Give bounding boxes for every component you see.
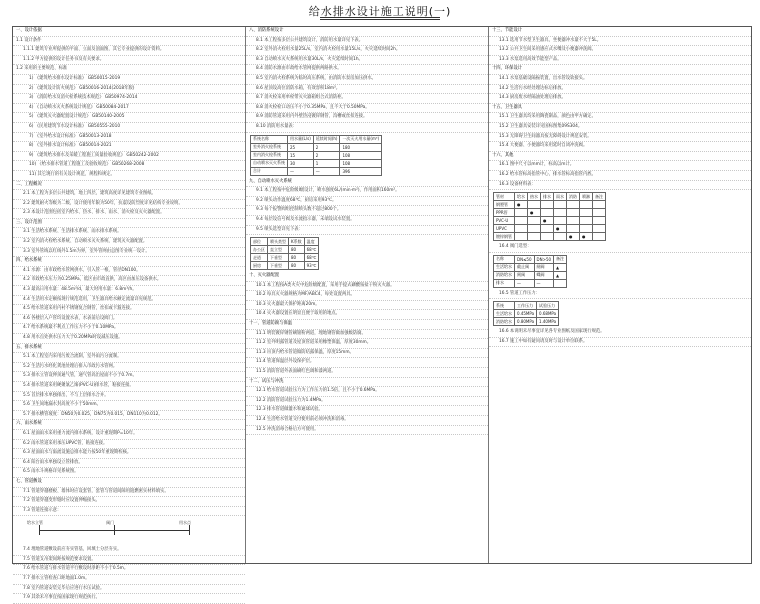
section-heading: 六、雨水系统	[13, 420, 245, 430]
spec-line: 14.2 生活污水经处理达标后排放。	[489, 85, 751, 95]
spec-line: 9) 《建筑给水排水及采暖工程施工质量验收规范》 GB50242-2002	[13, 152, 245, 162]
table-header-cell: 喷头类型	[268, 238, 289, 246]
table-cell: 1	[313, 159, 340, 167]
section-heading: 十六、其他	[489, 152, 751, 162]
spec-line: 5.6 卫生间地漏水封高度不小于50mm。	[13, 401, 245, 411]
spec-line: 7.1 管道穿越楼板、墙体时应设套管，套管与管道间隙用阻燃密实材料填实。	[13, 488, 245, 498]
table-header-row	[251, 135, 382, 143]
spec-line: 5) 《建筑灭火器配置设计规范》 GB50140-2005	[13, 113, 245, 123]
spec-line: 7.9 其余未尽事宜按国家现行规范执行。	[13, 594, 245, 604]
section-heading: 八、消防系统设计	[246, 27, 488, 37]
col2-lines	[246, 27, 488, 133]
col3-lines-3	[489, 290, 751, 300]
spec-line: 10.2 每具灭火器规格为MF/ABC4，每处设置两具。	[246, 291, 488, 301]
spec-line: 16.6 本说明未尽事宜详见各专业图纸及国家现行规范。	[489, 328, 751, 338]
spec-line: 7.3 管道连接示意：	[13, 507, 245, 517]
table-header-row	[494, 193, 606, 201]
spec-line: 9.3 每个报警阀组控制喷头数不超过800个。	[246, 206, 488, 216]
table-cell	[593, 233, 606, 241]
table-cell: 镀锌钢管	[494, 233, 515, 241]
section-heading: 十一、管道防腐与保温	[246, 320, 488, 330]
pipe-tick	[114, 525, 115, 535]
section-heading: 十四、环保设计	[489, 65, 751, 75]
table-cell	[541, 201, 554, 209]
table-row	[251, 246, 319, 254]
table-cell: 0.80MPa	[515, 318, 537, 326]
spec-line: 7.4 埋地管道敷设前应夯实管基，回填土分层夯实。	[13, 546, 245, 556]
spec-line: 10.1 本工程按A类火灾中危险级配置，采用手提式磷酸铵盐干粉灭火器。	[246, 282, 488, 292]
spec-line: 5.2 生活污水经化粪池处理后排入市政污水管网。	[13, 363, 245, 373]
spec-line: 15.3 无障碍卫生间器具按无障碍设计规范安装。	[489, 133, 751, 143]
spec-line: 8.7 消火栓采用单栓带灭火器箱组合式消防柜。	[246, 94, 488, 104]
table-cell: ▲	[554, 271, 567, 279]
table-cell: UPVC	[494, 225, 515, 233]
table-cell: 93℃	[304, 262, 319, 270]
spec-line: 12.5 冲洗消毒合格后方可使用。	[246, 426, 488, 436]
spec-line: 7.5 管道支吊架间距按规范要求设置。	[13, 556, 245, 566]
diagram-label: 给水立管	[27, 520, 43, 526]
table-cell: 68℃	[304, 254, 319, 262]
spec-line: 3.3 室外管线以红线外1.5m为界，室外管网由总图专业统一设计。	[13, 248, 245, 258]
table-header-row	[494, 302, 559, 310]
table-cell	[567, 201, 580, 209]
table-cell	[541, 233, 554, 241]
spec-line: 16.1 图中尺寸以mm计，标高以m计。	[489, 161, 751, 171]
spec-line: 3.2 室内消火栓给水系统、自动喷水灭火系统、建筑灭火器配置。	[13, 238, 245, 248]
table-row	[494, 233, 606, 241]
spec-line: 11) 其它现行的有关设计规范、规程和规定。	[13, 171, 245, 181]
section-heading: 七、管道敷设	[13, 478, 245, 488]
section-heading: 十、灭火器配置	[246, 272, 488, 282]
table-cell	[515, 217, 528, 225]
spec-line: 8) 《室外排水设计标准》 GB50014-2021	[13, 142, 245, 152]
spec-line: 8.5 室内消火栓系统为临时高压系统，由消防水泵房加压供水。	[246, 75, 488, 85]
spec-line: 9.1 本工程按中危险级Ⅰ级设计，喷水强度6L/(min·m²)，作用面积160m²。	[246, 187, 488, 197]
table-header-cell: 备注	[554, 255, 567, 263]
table-cell: ▲	[554, 263, 567, 271]
col3-lines-2	[489, 243, 751, 253]
table-header-cell: K系数	[289, 238, 305, 246]
table-cell: ●	[580, 233, 593, 241]
table-row	[251, 167, 382, 175]
table-cell: 室内消火栓系统	[251, 151, 288, 159]
table-cell: —	[515, 279, 535, 287]
spec-line: 13.3 水泵选用高效节能型产品。	[489, 56, 751, 66]
column-1	[13, 27, 246, 601]
pipe-connection-diagram	[19, 518, 239, 544]
spec-line: 16.3 设备材料表：	[489, 181, 751, 191]
table-row	[251, 254, 319, 262]
table-cell	[580, 217, 593, 225]
spec-line: 6.3 屋面雨水与溢流设施总排水能力按50年重现期校核。	[13, 449, 245, 459]
table-cell	[541, 209, 554, 217]
table-cell: 1.40MPa	[537, 318, 559, 326]
table-cell: 厨房	[251, 262, 268, 270]
table-cell: 0.45MPa	[515, 310, 537, 318]
table-cell: 25	[288, 143, 314, 151]
table-cell: ●	[541, 217, 554, 225]
table-cell: 室外消火栓系统	[251, 143, 288, 151]
spec-line: 11.5 消防管道外表面刷红色调和漆两道。	[246, 368, 488, 378]
table-header-cell: 消防	[567, 193, 580, 201]
table-row	[251, 151, 382, 159]
pressure-table	[493, 301, 559, 326]
section-heading: 一、设计依据	[13, 27, 245, 37]
spec-line: 1.1 设计条件	[13, 37, 245, 47]
table-cell	[528, 225, 541, 233]
spec-line: 5.7 排水横管坡度：DN50为0.025，DN75为0.015，DN110为0.012。	[13, 411, 245, 421]
table-cell: 直立型	[268, 246, 289, 254]
table-cell: 396	[340, 167, 382, 175]
pipe-tick	[39, 525, 40, 535]
table-cell: 80	[289, 254, 305, 262]
table-cell: 下垂型	[268, 262, 289, 270]
spec-line: 15.2 卫生器具安装详见国标图集09S304。	[489, 123, 751, 133]
table-header-cell: 一次灭火用水量(m³)	[340, 135, 382, 143]
table-cell	[515, 233, 528, 241]
table-header-cell: 管材	[494, 193, 515, 201]
table-cell: ●	[515, 201, 528, 209]
spec-line: 2.1 本工程为多层公共建筑，地上四层，建筑高度详见建筑专业图纸。	[13, 190, 245, 200]
section-heading: 三、设计范围	[13, 219, 245, 229]
col2-lines-2	[246, 178, 488, 236]
table-cell: 0.68MPa	[537, 310, 559, 318]
spec-line: 7.8 室内管道安装完毕后应进行水压试验。	[13, 585, 245, 595]
spec-line: 11.2 室外明露管道及屋顶管道采用橡塑保温，厚度30mm。	[246, 339, 488, 349]
spec-line: 6) 《民用建筑节水设计标准》 GB50555-2010	[13, 123, 245, 133]
table-cell: 80	[289, 246, 305, 254]
spec-line: 10.3 灭火器最大保护距离20m。	[246, 301, 488, 311]
table-cell: 走道	[251, 254, 268, 262]
spec-line: 7.6 给水管道与排水管道平行敷设时净距不小于0.5m。	[13, 565, 245, 575]
table-cell: 180	[340, 143, 382, 151]
spec-line: 4.8 用水点处供水压力大于0.20MPa时设减压设施。	[13, 334, 245, 344]
spec-line: 16.2 给水管标高指管中心，排水管标高指管内底。	[489, 171, 751, 181]
spec-line: 2) 《建筑设计防火规范》 GB50016-2014(2018年版)	[13, 85, 245, 95]
spec-line: 8.10 消防用水量表：	[246, 123, 488, 133]
spec-line: 9.2 喷头动作温度68℃，厨房采用93℃。	[246, 197, 488, 207]
table-header-row	[494, 255, 567, 263]
table-cell: —	[288, 167, 314, 175]
table-header-cell: 备注	[593, 193, 606, 201]
table-row	[251, 143, 382, 151]
spec-line: 8.4 消防水源由市政给水管网提供两路供水。	[246, 65, 488, 75]
spec-line: 12.2 消防管道试验压力为1.4MPa。	[246, 397, 488, 407]
spec-line: 6.2 雨水管道采用承压UPVC管，粘接连接。	[13, 440, 245, 450]
table-row	[494, 201, 606, 209]
spec-line: 6.5 雨水斗规格详见系统图。	[13, 468, 245, 478]
spec-line: 15.1 卫生器具均采用陶瓷制品，颜色由甲方确定。	[489, 113, 751, 123]
table-cell	[515, 209, 528, 217]
table-cell	[567, 217, 580, 225]
table-header-cell: 雨水	[554, 193, 567, 201]
table-cell: ●	[567, 233, 580, 241]
table-cell: 截止阀	[515, 263, 535, 271]
table-cell: ●	[554, 225, 567, 233]
table-header-cell: 部位	[251, 238, 268, 246]
spec-line: 4) 《自动喷水灭火系统设计规范》 GB50084-2017	[13, 104, 245, 114]
section-heading: 四、给水系统	[13, 257, 245, 267]
table-cell: —	[534, 279, 554, 287]
spec-line: 16.5 管道工作压力：	[489, 290, 751, 300]
spec-sheet	[12, 26, 752, 601]
spec-line: 13.1 选用节水型卫生器具，坐便器冲水量不大于5L。	[489, 37, 751, 47]
table-cell: 闸阀	[534, 263, 554, 271]
spec-line: 11.3 吊顶内给水管道做防结露保温，厚度15mm。	[246, 349, 488, 359]
spec-line: 7) 《室外给水设计标准》 GB50013-2018	[13, 133, 245, 143]
section-heading: 十五、卫生器具	[489, 104, 751, 114]
table-cell	[554, 279, 567, 287]
table-header-cell: 热水	[528, 193, 541, 201]
sprinkler-table	[250, 237, 319, 270]
table-cell	[515, 225, 528, 233]
table-header-row	[251, 238, 319, 246]
spec-line: 6.4 阳台雨水单独设立管排放。	[13, 459, 245, 469]
spec-line: 5.4 排水管道采用硬聚氯乙烯(PVC-U)排水管，粘接连接。	[13, 382, 245, 392]
table-header-cell: 名称	[494, 255, 515, 263]
section-heading: 五、排水系统	[13, 344, 245, 354]
spec-line: 1.1.2 甲方提供的设计任务书及有关要求。	[13, 56, 245, 66]
spec-line: 11.4 管道保温层外设保护层。	[246, 358, 488, 368]
spec-line: 4.6 各楼层入户管均设置水表，水表前后设阀门。	[13, 315, 245, 325]
table-cell	[567, 225, 580, 233]
spec-line: 4.4 生活用水定额按现行规范选用，卫生器具给水额定流量详见规范。	[13, 296, 245, 306]
spec-line: 14.1 水泵基础设隔振装置，出水管设软接头。	[489, 75, 751, 85]
spec-line: 5.3 排水立管设伸顶通气管，通气管高出屋面不小于0.7m。	[13, 372, 245, 382]
table-cell	[554, 217, 567, 225]
spec-line: 9.5 喷头选型详见下表：	[246, 226, 488, 236]
table-cell: 蝶阀	[534, 271, 554, 279]
table-cell: 2	[313, 151, 340, 159]
table-cell: 68℃	[304, 246, 319, 254]
table-row	[494, 318, 559, 326]
table-cell	[580, 201, 593, 209]
table-header-cell: 喷淋	[580, 193, 593, 201]
column-2	[246, 27, 489, 563]
column-3	[489, 27, 751, 563]
table-cell	[528, 233, 541, 241]
table-cell: 闸阀	[515, 271, 535, 279]
table-header-cell: 给水	[515, 193, 528, 201]
spec-line: 2.3 本设计范围包括室内给水、热水、排水、雨水、消火栓及灭火器配置。	[13, 209, 245, 219]
spec-line: 7.7 排水立管检查口距地面1.0m。	[13, 575, 245, 585]
spec-line: 4.7 给水系统最不利点工作压力不小于0.10MPa。	[13, 324, 245, 334]
spec-line: 16.7 施工中如有疑问请及时与设计单位联系。	[489, 338, 751, 348]
table-cell: PVC-U	[494, 217, 515, 225]
table-cell	[554, 201, 567, 209]
table-cell: 30	[288, 159, 314, 167]
spec-line: 5.1 本工程室内采用污废合流制，室外雨污分流制。	[13, 353, 245, 363]
table-header-cell: 系统名称	[251, 135, 288, 143]
table-cell: 办公区	[251, 246, 268, 254]
spec-line: 6.1 屋面雨水采用重力流内排水系统，设计重现期P=10年。	[13, 430, 245, 440]
valve-table	[493, 255, 567, 288]
table-header-cell: 排水	[541, 193, 554, 201]
spec-line: 10.4 灭火器设置在明显且便于取用的地点。	[246, 310, 488, 320]
col2-lines-3	[246, 272, 488, 435]
spec-line: 9.4 每层设信号阀及水流指示器，末端设试水装置。	[246, 216, 488, 226]
pipe-material-table	[493, 192, 606, 241]
spec-line: 2.2 建筑耐火等级为二级，设计使用年限为50年，抗震设防烈度详见结构专业说明。	[13, 200, 245, 210]
drawing-title: 给水排水设计施工说明(一)	[308, 5, 452, 18]
table-cell	[554, 209, 567, 217]
title-underline-2	[320, 19, 440, 20]
table-cell	[541, 225, 554, 233]
spec-line: 8.6 屋顶设高位消防水箱，有效容积18m³。	[246, 85, 488, 95]
spec-line: 7.2 管道穿越变形缝时应设置伸缩接头。	[13, 497, 245, 507]
table-header-cell: 延续时间(h)	[313, 135, 340, 143]
spec-line: 4.2 市政给水压力为0.25MPa，低区由市政直供，高区由加压设备供水。	[13, 276, 245, 286]
table-header-cell: 试验压力	[537, 302, 559, 310]
table-cell: 下垂型	[268, 254, 289, 262]
diagram-label: 阀门	[106, 520, 114, 526]
table-cell: 消防给水	[494, 318, 515, 326]
table-cell	[593, 201, 606, 209]
table-cell: 生活给水	[494, 263, 515, 271]
pipe-tick	[189, 525, 190, 535]
spec-line: 4.1 水源：由市政给水管网供水，引入管一根，管径DN100。	[13, 267, 245, 277]
section-heading: 十二、试压与冲洗	[246, 378, 488, 388]
spec-line: 12.3 排水管道做灌水和通球试验。	[246, 406, 488, 416]
table-cell: 2	[313, 143, 340, 151]
spec-line: 8.1 本工程按多层公共建筑设计，消防用水量详见下表。	[246, 37, 488, 47]
table-row	[494, 279, 567, 287]
section-heading: 九、自动喷水灭火系统	[246, 178, 488, 188]
table-cell: 15	[288, 151, 314, 159]
table-row	[494, 263, 567, 271]
section-heading: 二、工程概况	[13, 181, 245, 191]
spec-line: 4.3 最高日用水量：48.5m³/d，最大时用水量：6.8m³/h。	[13, 286, 245, 296]
table-header-cell: 用水量(L/s)	[288, 135, 314, 143]
table-cell: 钢塑管	[494, 201, 515, 209]
table-cell	[567, 209, 580, 217]
spec-line: 15.4 大便器、小便器均采用延时自闭冲洗阀。	[489, 142, 751, 152]
spec-line: 1) 《建筑给水排水设计标准》 GB50015-2019	[13, 75, 245, 85]
table-header-cell: 温度	[304, 238, 319, 246]
table-header-cell: DN≤50	[515, 255, 535, 263]
spec-line: 13.2 公共卫生间采用感应式水嘴及小便器冲洗阀。	[489, 46, 751, 56]
spec-line: 8.2 室外消火栓用水量25L/s，室内消火栓用水量15L/s，火灾延续时间2h。	[246, 46, 488, 56]
table-cell: 80	[289, 262, 305, 270]
table-cell	[554, 233, 567, 241]
spec-line: 14.3 厨房废水经隔油处理后排放。	[489, 94, 751, 104]
spec-line: 5.5 首层排水单独排出，不与上层排水合并。	[13, 392, 245, 402]
table-cell	[593, 225, 606, 233]
table-row	[494, 209, 606, 217]
spec-line: 4.5 给水管道采用内衬不锈钢复合钢管，丝扣或卡箍连接。	[13, 305, 245, 315]
table-cell: 排水	[494, 279, 515, 287]
table-cell: 108	[340, 159, 382, 167]
table-cell	[580, 225, 593, 233]
table-cell	[528, 217, 541, 225]
table-header-cell: DN>50	[534, 255, 554, 263]
diagram-label: 用水点	[179, 520, 191, 526]
table-cell: —	[313, 167, 340, 175]
table-header-cell: 系统	[494, 302, 515, 310]
table-cell	[593, 209, 606, 217]
table-row	[494, 271, 567, 279]
spec-line: 12.1 给水管道试验压力为工作压力的1.5倍，且不小于0.6MPa。	[246, 387, 488, 397]
col3-lines	[489, 27, 751, 190]
spec-line: 12.4 生活给水管道交付使用前必须冲洗和消毒。	[246, 416, 488, 426]
spec-line: 3) 《消防给水及消火栓系统技术规范》 GB50974-2014	[13, 94, 245, 104]
table-row	[494, 225, 606, 233]
spec-line: 8.8 消火栓栓口动压不小于0.35MPa，且不大于0.50MPa。	[246, 104, 488, 114]
table-row	[251, 159, 382, 167]
table-cell	[528, 201, 541, 209]
table-cell: ●	[528, 209, 541, 217]
col1-lines	[13, 27, 245, 516]
spec-line: 11.1 明装镀锌钢管刷银粉两道，埋地钢管做加强级防腐。	[246, 330, 488, 340]
table-row	[251, 262, 319, 270]
table-cell: 108	[340, 151, 382, 159]
spec-line: 1.2 采用的主要规范、标准	[13, 65, 245, 75]
col1-lines-2	[13, 546, 245, 604]
spec-line: 3.1 生活给水系统、生活排水系统、雨水排水系统。	[13, 228, 245, 238]
spec-line: 8.3 自动喷水灭火系统用水量30L/s，火灾延续时间1h。	[246, 56, 488, 66]
col3-lines-4	[489, 328, 751, 347]
table-cell: 生活给水	[494, 310, 515, 318]
table-cell	[580, 209, 593, 217]
table-cell: 合计	[251, 167, 288, 175]
table-cell: PPR管	[494, 209, 515, 217]
table-header-cell: 工作压力	[515, 302, 537, 310]
title-underline	[320, 17, 440, 18]
table-row	[494, 217, 606, 225]
table-cell	[593, 217, 606, 225]
table-cell: 自动喷水灭火系统	[251, 159, 288, 167]
spec-line: 16.4 阀门选型：	[489, 243, 751, 253]
spec-line: 1.1.1 建筑专业所提供的平面、立面及剖面图，其它专业提供的设计资料。	[13, 46, 245, 56]
fire-water-table	[250, 135, 382, 176]
table-cell: 消防给水	[494, 271, 515, 279]
table-row	[494, 310, 559, 318]
section-heading: 十三、节能设计	[489, 27, 751, 37]
spec-line: 8.9 消防管道采用内外壁热浸镀锌钢管，沟槽或丝扣连接。	[246, 113, 488, 123]
spec-line: 10) 《给水排水管道工程施工及验收规范》 GB50268-2008	[13, 161, 245, 171]
